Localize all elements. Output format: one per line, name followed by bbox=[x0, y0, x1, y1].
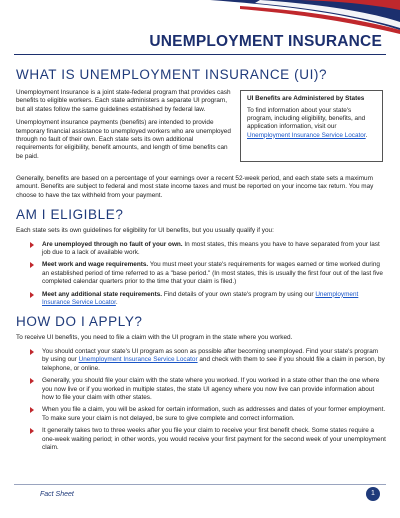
states-info-box bbox=[240, 90, 383, 162]
apply-section bbox=[16, 313, 386, 452]
list-item-lead: Are unemployed through no fault of your own. bbox=[42, 240, 183, 248]
arrow-bullet-icon bbox=[30, 349, 34, 355]
arrow-bullet-icon bbox=[30, 407, 34, 413]
list-item bbox=[16, 406, 386, 423]
eligibility-intro: Each state sets its own guidelines for eligibility for UI benefits, but you usually qualify if you: bbox=[16, 227, 274, 235]
flag-stripes-graphic bbox=[0, 0, 400, 62]
list-item-text: When you file a claim, you will be asked for certain information, such as addresses and dates of your former employment. To make sure your claim is not delayed, be sure to give complete and correct information. bbox=[42, 406, 386, 422]
states-info-body: To find information about your state's program, including eligibility, benefits, and application information, visit our bbox=[247, 107, 366, 131]
section-heading-eligible: AM I ELIGIBLE? bbox=[16, 207, 124, 223]
list-item-end: and check with them to see if you should file a claim in person, by telephone, or online. bbox=[42, 356, 385, 372]
list-item bbox=[16, 291, 386, 308]
list-item bbox=[16, 427, 386, 452]
list-item bbox=[16, 261, 386, 286]
arrow-bullet-icon bbox=[30, 378, 34, 384]
footer-label: Fact Sheet bbox=[40, 491, 74, 498]
list-item-lead: Meet any additional state requirements. bbox=[42, 290, 163, 298]
list-item-text: It generally takes two to three weeks after you file your claim to receive your first benefit check. Some states require a one-week waiting period; in other words, you would receive your first payment for the second week of your unemployment claim. bbox=[42, 427, 386, 451]
list-item-lead: Meet work and wage requirements. bbox=[42, 261, 149, 269]
list-item-text: You must meet your state's requirements for wages earned or time worked during an established period of time referred to as a "base period." (In most states, this is usually the first four out of the last five completed calendar quarters prior to the time that your claim is filed.) bbox=[42, 261, 383, 286]
list-item bbox=[16, 241, 386, 258]
benefits-paragraph: Generally, benefits are based on a percentage of your earnings over a recent 52-week period, and each state sets a maximum amount. Benefits are subject to federal and most state income taxes and must be reported on your income tax return. You may choose to have the tax withheld from your payment. bbox=[16, 175, 374, 199]
main-content bbox=[16, 66, 386, 456]
section-heading-what-is-ui: WHAT IS UNEMPLOYMENT INSURANCE (UI)? bbox=[16, 67, 328, 82]
eligibility-section bbox=[16, 206, 386, 307]
list-item-text: Generally, you should file your claim with the state where you worked. If you worked in a state other than the one where you now live or if you worked in multiple states, the state UI agency where you now live can provide information about how to file your claim with other states. bbox=[42, 377, 380, 401]
list-item bbox=[16, 377, 386, 402]
intro-text bbox=[16, 89, 232, 161]
intro-paragraph-1: Unemployment Insurance is a joint state-federal program that provides cash benefits to eligible workers. Each state administers a separate UI program, but all states follow the same guidelines established by federal law. bbox=[16, 89, 231, 113]
service-locator-link[interactable]: Unemployment Insurance Service Locator bbox=[247, 131, 366, 139]
section-heading-apply: HOW DO I APPLY? bbox=[16, 314, 143, 330]
document-title: UNEMPLOYMENT INSURANCE bbox=[149, 33, 382, 50]
header-banner bbox=[0, 0, 400, 62]
intro-block bbox=[16, 89, 386, 174]
page-number-badge: 1 bbox=[366, 487, 380, 501]
eligibility-list bbox=[16, 241, 386, 308]
states-info-end: . bbox=[365, 131, 368, 139]
service-locator-link[interactable]: Unemployment Insurance Service Locator bbox=[42, 290, 359, 307]
arrow-bullet-icon bbox=[30, 292, 34, 298]
list-item-text: In most states, this means you have to have separated from your last job due to a lack of available work. bbox=[42, 240, 380, 257]
apply-intro: To receive UI benefits, you need to file a claim with the UI program in the state where you worked. bbox=[16, 334, 293, 342]
states-info-title: UI Benefits are Administered by States bbox=[247, 95, 365, 102]
apply-list bbox=[16, 348, 386, 452]
list-item bbox=[16, 348, 386, 373]
header-divider bbox=[14, 54, 386, 55]
states-info-text bbox=[247, 107, 376, 140]
arrow-bullet-icon bbox=[30, 428, 34, 434]
arrow-bullet-icon bbox=[30, 242, 34, 248]
list-item-text: Find details of your own state's program by using our bbox=[162, 290, 316, 298]
footer-divider bbox=[14, 484, 386, 485]
service-locator-link[interactable]: Unemployment Insurance Service Locator bbox=[78, 356, 198, 364]
arrow-bullet-icon bbox=[30, 262, 34, 268]
list-item-end: . bbox=[115, 299, 118, 307]
list-item-text: You should contact your state's UI program as soon as possible after becoming unemployed. Find your state's program by using our bbox=[42, 347, 379, 364]
page-footer bbox=[0, 484, 400, 518]
intro-paragraph-2: Unemployment insurance payments (benefits) are intended to provide temporary financial assistance to unemployed workers who are unemployed through no fault of their own. Each state sets its own additional requirements for eligibility, benefit amounts, and length of time benefits can be paid. bbox=[16, 119, 231, 160]
